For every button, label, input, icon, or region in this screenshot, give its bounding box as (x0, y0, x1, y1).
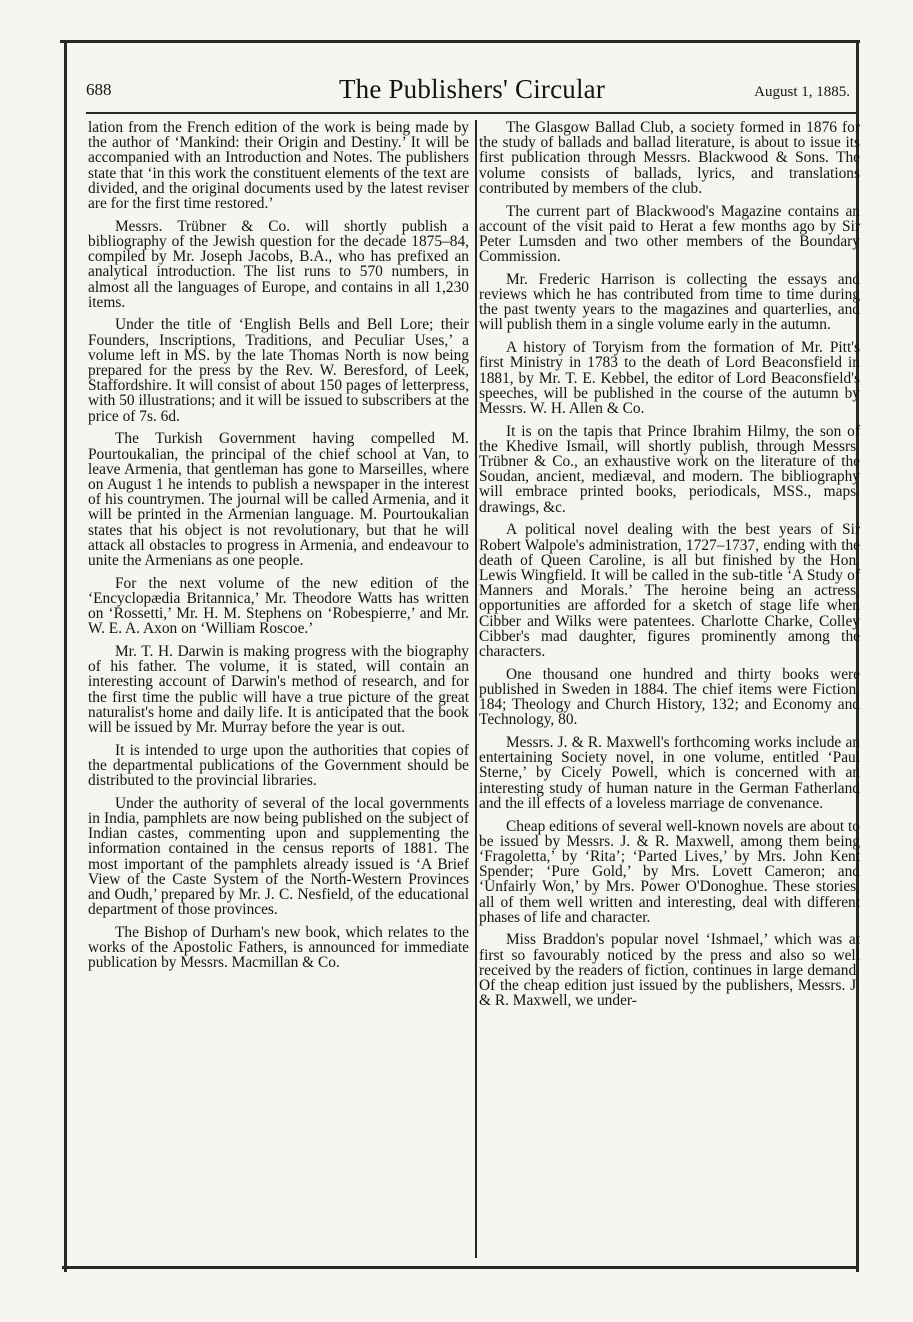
paragraph: Under the authority of several of the local governments in India, pamphlets are now being published on the subject of Indian castes, commenting upon and supplementing the information contained in the census reports of 1881. The most important of the pamphlets already issued is ‘A Brief View of the Caste System of the North-Western Provinces and Oudh,’ prepared by Mr. J. C. Nesfield, of the educational department of those provinces. (88, 794, 469, 919)
paragraph: The Bishop of Durham's new book, which relates to the works of the Apostolic Fathers, is announced for immediate publication by Messrs. Macmillan & Co. (88, 923, 469, 972)
paragraph: Messrs. J. & R. Maxwell's forthcoming works include an entertaining Society novel, in one volume, entitled ‘Paul Sterne,’ by Cicely Powell, which is concerned with an interesting study of human nature in the German Fatherland and the ill effects of a loveless marriage de convenance. (479, 734, 860, 812)
issue-date: August 1, 1885. (754, 84, 850, 100)
paragraph: The current part of Blackwood's Magazine contains an account of the visit paid to Herat a few months ago by Sir Peter Lumsden and two other members of the Boundary Commission. (479, 202, 860, 266)
paragraph: Mr. T. H. Darwin is making progress with the biography of his father. The volume, it is stated, will contain an interesting account of Darwin's method of research, and for the first time the public will have a true picture of the great naturalist's home and daily life. It is anticipated that the book will be issued by Mr. Murray before the year is out. (88, 643, 469, 737)
left-border-rule (64, 42, 67, 1272)
paragraph: Miss Braddon's popular novel ‘Ishmael,’ which was at first so favourably noticed by the press and also so well received by the readers of fiction, continues in large demand. Of the cheap edition just issued by the publishers, Messrs. J. & R. Maxwell, we under- (479, 931, 860, 1010)
paragraph: Cheap editions of several well-known novels are about to be issued by Messrs. J. & R. Maxwell, among them being ‘Fragoletta,’ by ‘Rita’; ‘Parted Lives,’ by Mrs. John Kent Spender; ‘Pure Gold,’ by Mrs. Lovett Cameron; and ‘Unfairly Won,’ by Mrs. Power O'Donoghue. These stories, all of them well written and interesting, deal with different phases of life and character. (479, 817, 860, 926)
paragraph: A political novel dealing with the best years of Sir Robert Walpole's administration, 1727–1737, ending with the death of Queen Caroline, is all but finished by the Hon. Lewis Wingfield. It will be called in the sub-title ‘A Study of Manners and Morals.’ The heroine being an actress, opportunities are afforded for a sketch of stage life when Cibber and Wilks were patentees. Charlotte Charke, Colley Cibber's mad daughter, figures prominently among the characters. (479, 521, 860, 660)
paragraph: The Turkish Government having compelled M. Pourtoukalian, the principal of the chief school at Van, to leave Armenia, that gentleman has gone to Marseilles, where on August 1 he intends to publish a newspaper in the interest of his countrymen. The journal will be called Armenia, and it will be printed in the Armenian language. M. Pourtoukalian states that his object is not revolutionary, but that he will attack all obstacles to progress in Armenia, and endeavour to unite the Armenians as one people. (88, 430, 469, 569)
bottom-border-rule (62, 1266, 859, 1269)
top-border-rule (60, 40, 860, 43)
paragraph: Messrs. Trübner & Co. will shortly publish a bibliography of the Jewish question for the decade 1875–84, compiled by Mr. Joseph Jacobs, B.A., who has prefixed an analytical introduction. The list runs to 570 numbers, in almost all the languages of Europe, and contains in all 1,230 items. (88, 217, 469, 311)
header-rule (86, 112, 856, 114)
paragraph: It is intended to urge upon the authorities that copies of the departmental publications of the Government should be distributed to the provincial libraries. (88, 741, 469, 790)
right-column (479, 120, 860, 1016)
left-column (88, 120, 469, 978)
paragraph: It is on the tapis that Prince Ibrahim Hilmy, the son of the Khedive Ismail, will shortly publish, through Messrs. Trübner & Co., an exhaustive work on the literature of the Soudan, ancient, mediæval, and modern. The bibliography will embrace printed books, periodicals, MSS., maps, drawings, &c. (479, 422, 860, 516)
paragraph: A history of Toryism from the formation of Mr. Pitt's first Ministry in 1783 to the death of Lord Beaconsfield in 1881, by Mr. T. E. Kebbel, the editor of Lord Beaconsfield's speeches, will be published in the course of the autumn by Messrs. W. H. Allen & Co. (479, 339, 860, 417)
paragraph: The Glasgow Ballad Club, a society formed in 1876 for the study of ballads and ballad literature, is about to issue its first publication through Messrs. Blackwood & Sons. The volume consists of ballads, lyrics, and translations contributed by members of the club. (479, 119, 860, 197)
paragraph: lation from the French edition of the work is being made by the author of ‘Mankind: their Origin and Destiny.’ It will be accompanied with an Introduction and Notes. The publishers state that ‘in this work the constituent elements of the text are divided, and the original documents used by the latest reviser are for the first time restored.’ (88, 119, 469, 213)
page-number: 688 (86, 80, 112, 99)
running-title: The Publishers' Circular (338, 74, 606, 104)
page-header (86, 74, 858, 108)
column-divider (475, 120, 477, 1258)
paragraph: Mr. Frederic Harrison is collecting the essays and reviews which he has contributed from time to time during the past twenty years to the magazines and quarterlies, and will publish them in a single volume early in the autumn. (479, 270, 860, 334)
paragraph: For the next volume of the new edition of the ‘Encyclopædia Britannica,’ Mr. Theodore Watts has written on ‘Rossetti,’ Mr. H. M. Stephens on ‘Robespierre,’ and Mr. W. E. A. Axon on ‘William Roscoe.’ (88, 574, 469, 638)
paragraph: Under the title of ‘English Bells and Bell Lore; their Founders, Inscriptions, Traditions, and Peculiar Uses,’ a volume left in MS. by the late Thomas North is now being prepared for the press by the Rev. W. Beresford, of Leek, Staffordshire. It will consist of about 150 pages of letterpress, with 50 illustrations; and it will be issued to subscribers at the price of 7s. 6d. (88, 316, 469, 425)
paragraph: One thousand one hundred and thirty books were published in Sweden in 1884. The chief items were Fiction, 184; Theology and Church History, 132; and Economy and Technology, 80. (479, 665, 860, 729)
